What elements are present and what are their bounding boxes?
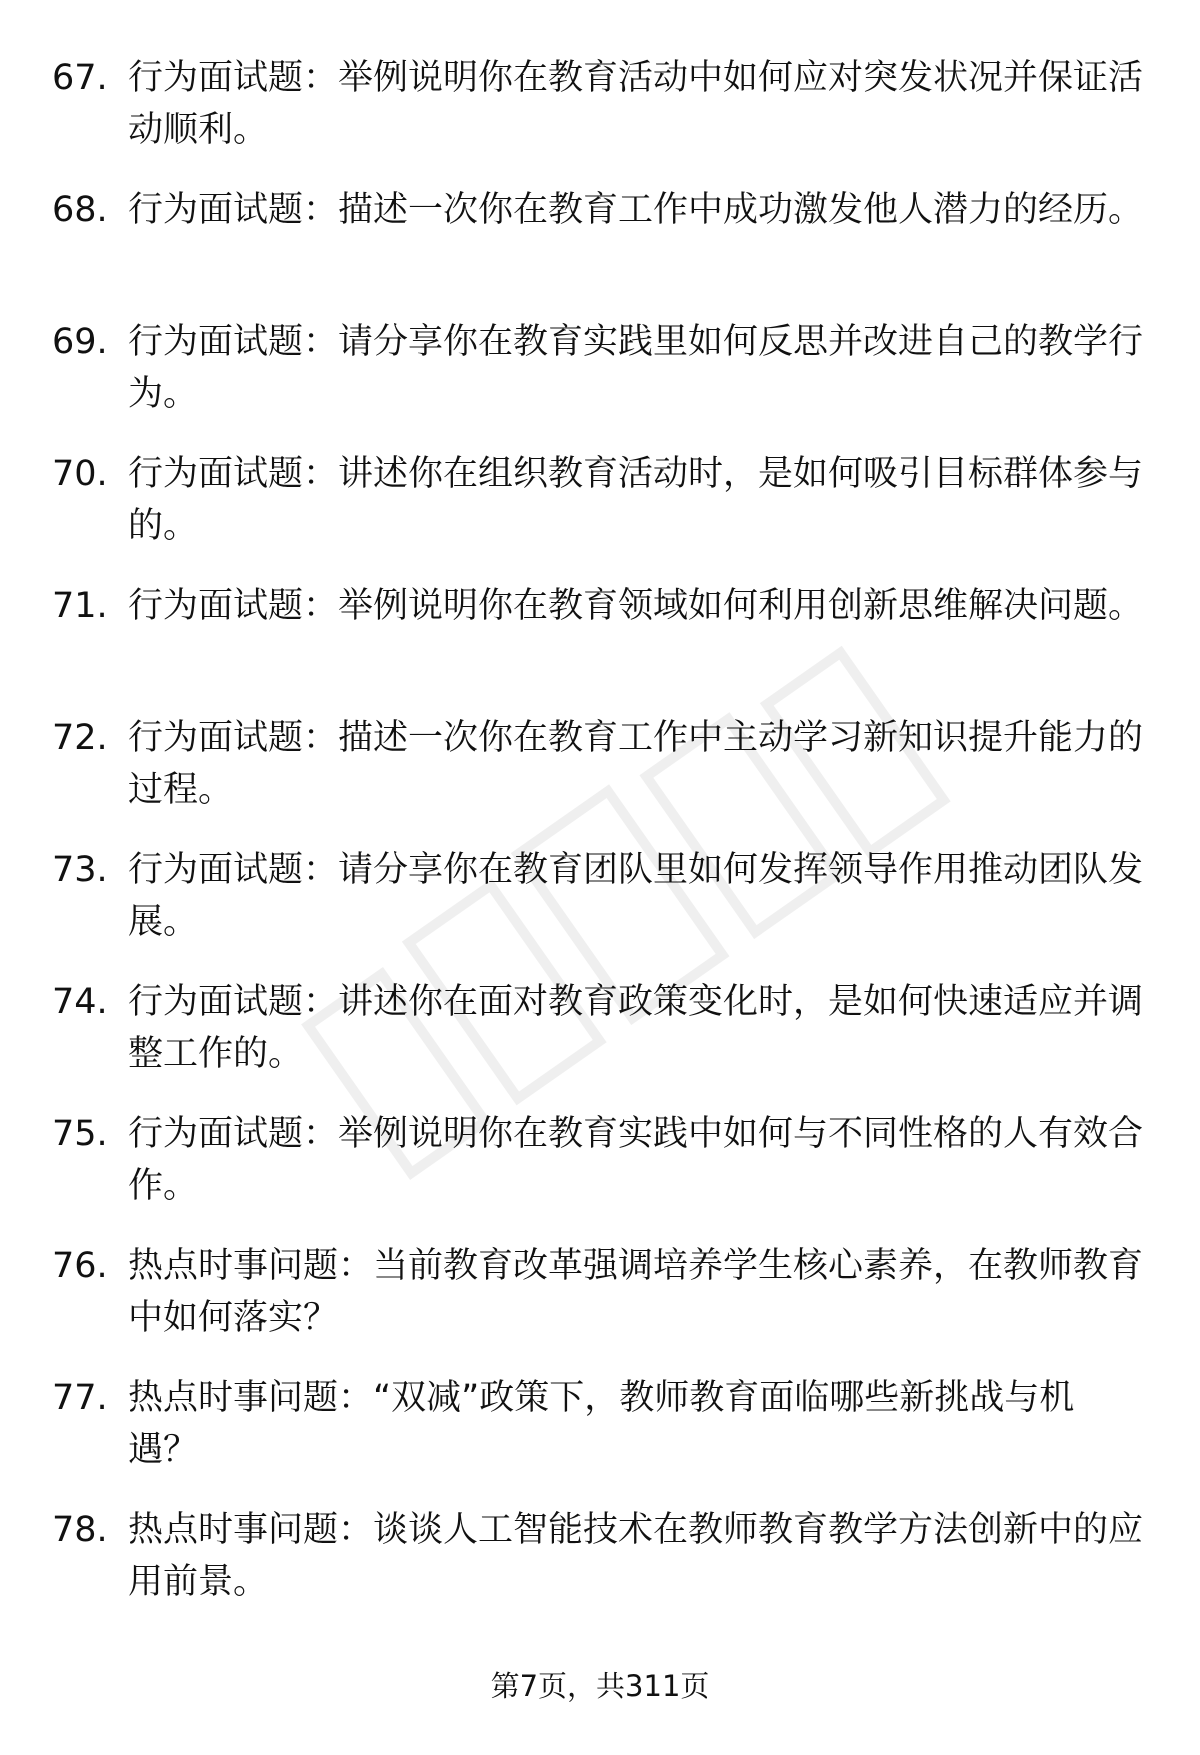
question-text: 行为面试题：描述一次你在教育工作中成功激发他人潜力的经历。: [128, 190, 1144, 230]
question-number: 72.: [52, 718, 108, 758]
list-item: [0, 448, 1200, 580]
question-number: 71.: [52, 586, 108, 626]
question-text: 行为面试题：请分享你在教育团队里如何发挥领导作用推动团队发展。: [128, 850, 1144, 942]
question-number: 73.: [52, 850, 108, 890]
list-item: [0, 712, 1200, 844]
list-item: [0, 52, 1200, 184]
list-item: [0, 1504, 1200, 1636]
question-number: 76.: [52, 1246, 108, 1286]
question-text: 行为面试题：请分享你在教育实践里如何反思并改进自己的教学行为。: [128, 322, 1144, 414]
question-text: 行为面试题：举例说明你在教育领域如何利用创新思维解决问题。: [128, 586, 1144, 626]
question-number: 67.: [52, 58, 108, 98]
question-number: 68.: [52, 190, 108, 230]
list-item: [0, 316, 1200, 448]
question-text: 行为面试题：讲述你在面对教育政策变化时，是如何快速适应并调整工作的。: [128, 982, 1144, 1074]
question-number: 69.: [52, 322, 108, 362]
question-text: 热点时事问题：谈谈人工智能技术在教师教育教学方法创新中的应用前景。: [128, 1510, 1144, 1602]
page-number-footer: 第7页，共311页: [490, 1669, 710, 1703]
question-number: 75.: [52, 1114, 108, 1154]
question-number: 74.: [52, 982, 108, 1022]
question-text: 行为面试题：描述一次你在教育工作中主动学习新知识提升能力的过程。: [128, 718, 1144, 810]
list-item: [0, 976, 1200, 1108]
list-item: [0, 1240, 1200, 1372]
question-number: 70.: [52, 454, 108, 494]
question-list: [0, 52, 1200, 1636]
question-text: 行为面试题：举例说明你在教育活动中如何应对突发状况并保证活动顺利。: [128, 58, 1144, 150]
question-number: 77.: [52, 1378, 108, 1418]
question-text: 行为面试题：举例说明你在教育实践中如何与不同性格的人有效合作。: [128, 1114, 1144, 1206]
question-text: 热点时事问题：“双减”政策下，教师教育面临哪些新挑战与机遇？: [128, 1378, 1075, 1470]
list-item: [0, 184, 1200, 316]
list-item: [0, 1108, 1200, 1240]
list-item: [0, 580, 1200, 712]
list-item: [0, 1372, 1200, 1504]
question-text: 行为面试题：讲述你在组织教育活动时，是如何吸引目标群体参与的。: [128, 454, 1144, 546]
list-item: [0, 844, 1200, 976]
question-text: 热点时事问题：当前教育改革强调培养学生核心素养，在教师教育中如何落实？: [128, 1246, 1144, 1338]
question-number: 78.: [52, 1510, 108, 1550]
